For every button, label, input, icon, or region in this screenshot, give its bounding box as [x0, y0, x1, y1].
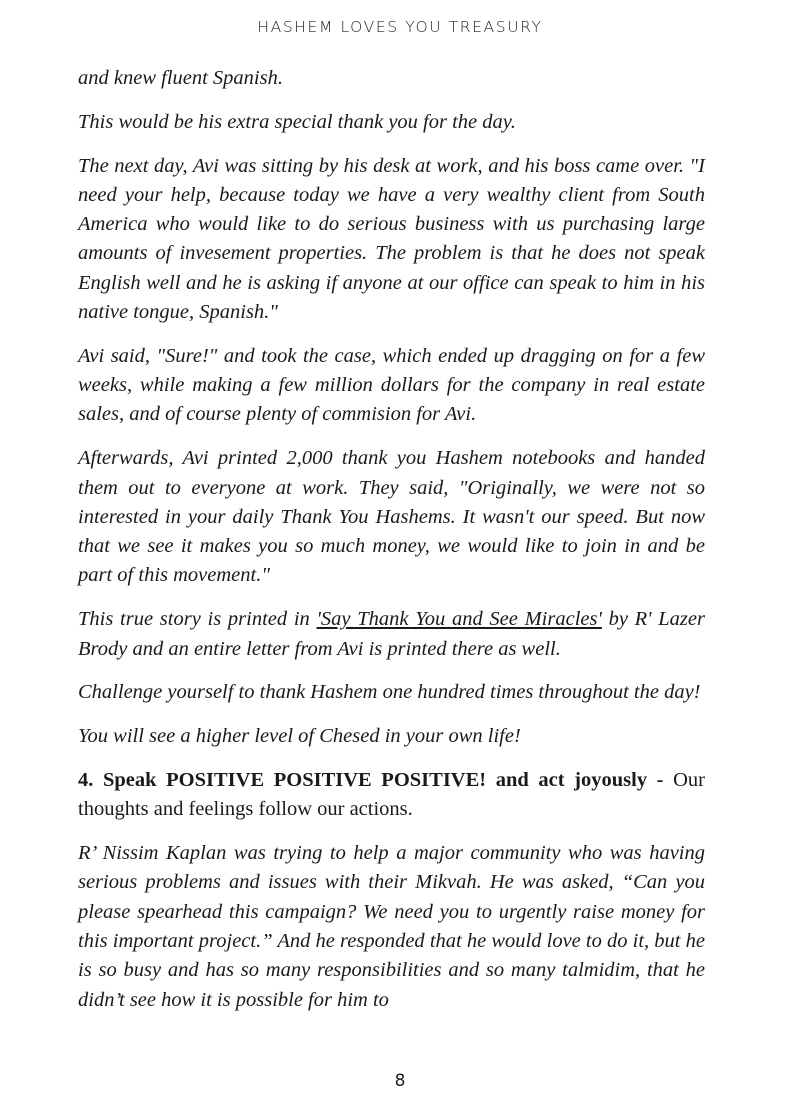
section-heading-text: Our thoughts and feelings follow our actions.	[78, 768, 705, 821]
paragraph: The next day, Avi was sitting by his desk at work, and his boss came over. "I need your help, because today we have a very wealthy client from South America who would like to do serious business with us purchasing large amounts of invesement properties. The problem is that he does not speak English well and he is asking if anyone at our office can speak to him in his native tongue, Spanish."	[78, 154, 705, 324]
paragraph: You will see a higher level of Chesed in your own life!	[78, 725, 521, 748]
page-body	[78, 64, 705, 1029]
book-title: 'Say Thank You and See Miracles'	[316, 608, 602, 631]
citation-text: This true story is printed in	[78, 608, 317, 631]
paragraph: Afterwards, Avi printed 2,000 thank you Hashem notebooks and handed them out to everyone at work. They said, "Originally, we were not so interested in your daily Thank You Hashems. It wasn't our speed. But now that we see it makes you so much money, we would like to join in and be part of this movement."	[78, 447, 705, 587]
paragraph: Challenge yourself to thank Hashem one hundred times throughout the day!	[78, 681, 701, 704]
paragraph: Avi said, "Sure!" and took the case, which ended up dragging on for a few weeks, while making a few million dollars for the company in real estate sales, and of course plenty of commision for Avi.	[78, 344, 705, 426]
paragraph: This would be his extra special thank you for the day.	[78, 110, 516, 133]
section-heading-bold: 4. Speak POSITIVE POSITIVE POSITIVE! and act joyously -	[78, 768, 664, 791]
running-header: HASHEM LOVES YOU TREASURY	[257, 18, 543, 36]
citation-text: by R' Lazer Brody and an entire letter from Avi is printed there as well.	[78, 608, 705, 660]
section-heading	[78, 766, 705, 825]
paragraph-source-citation	[78, 605, 705, 664]
paragraph: and knew fluent Spanish.	[78, 67, 283, 89]
paragraph: R’ Nissim Kaplan was trying to help a major community who was having serious problems and issues with their Mikvah. He was asked, “Can you please spearhead this campaign? We need you to urgently raise money for this important project.” And he responded that he would love to do it, but he is so busy and has so many responsibilities and so many talmidim, that he didn’t see how it is possible for him to	[78, 842, 705, 1011]
page-number: 8	[394, 1071, 406, 1091]
